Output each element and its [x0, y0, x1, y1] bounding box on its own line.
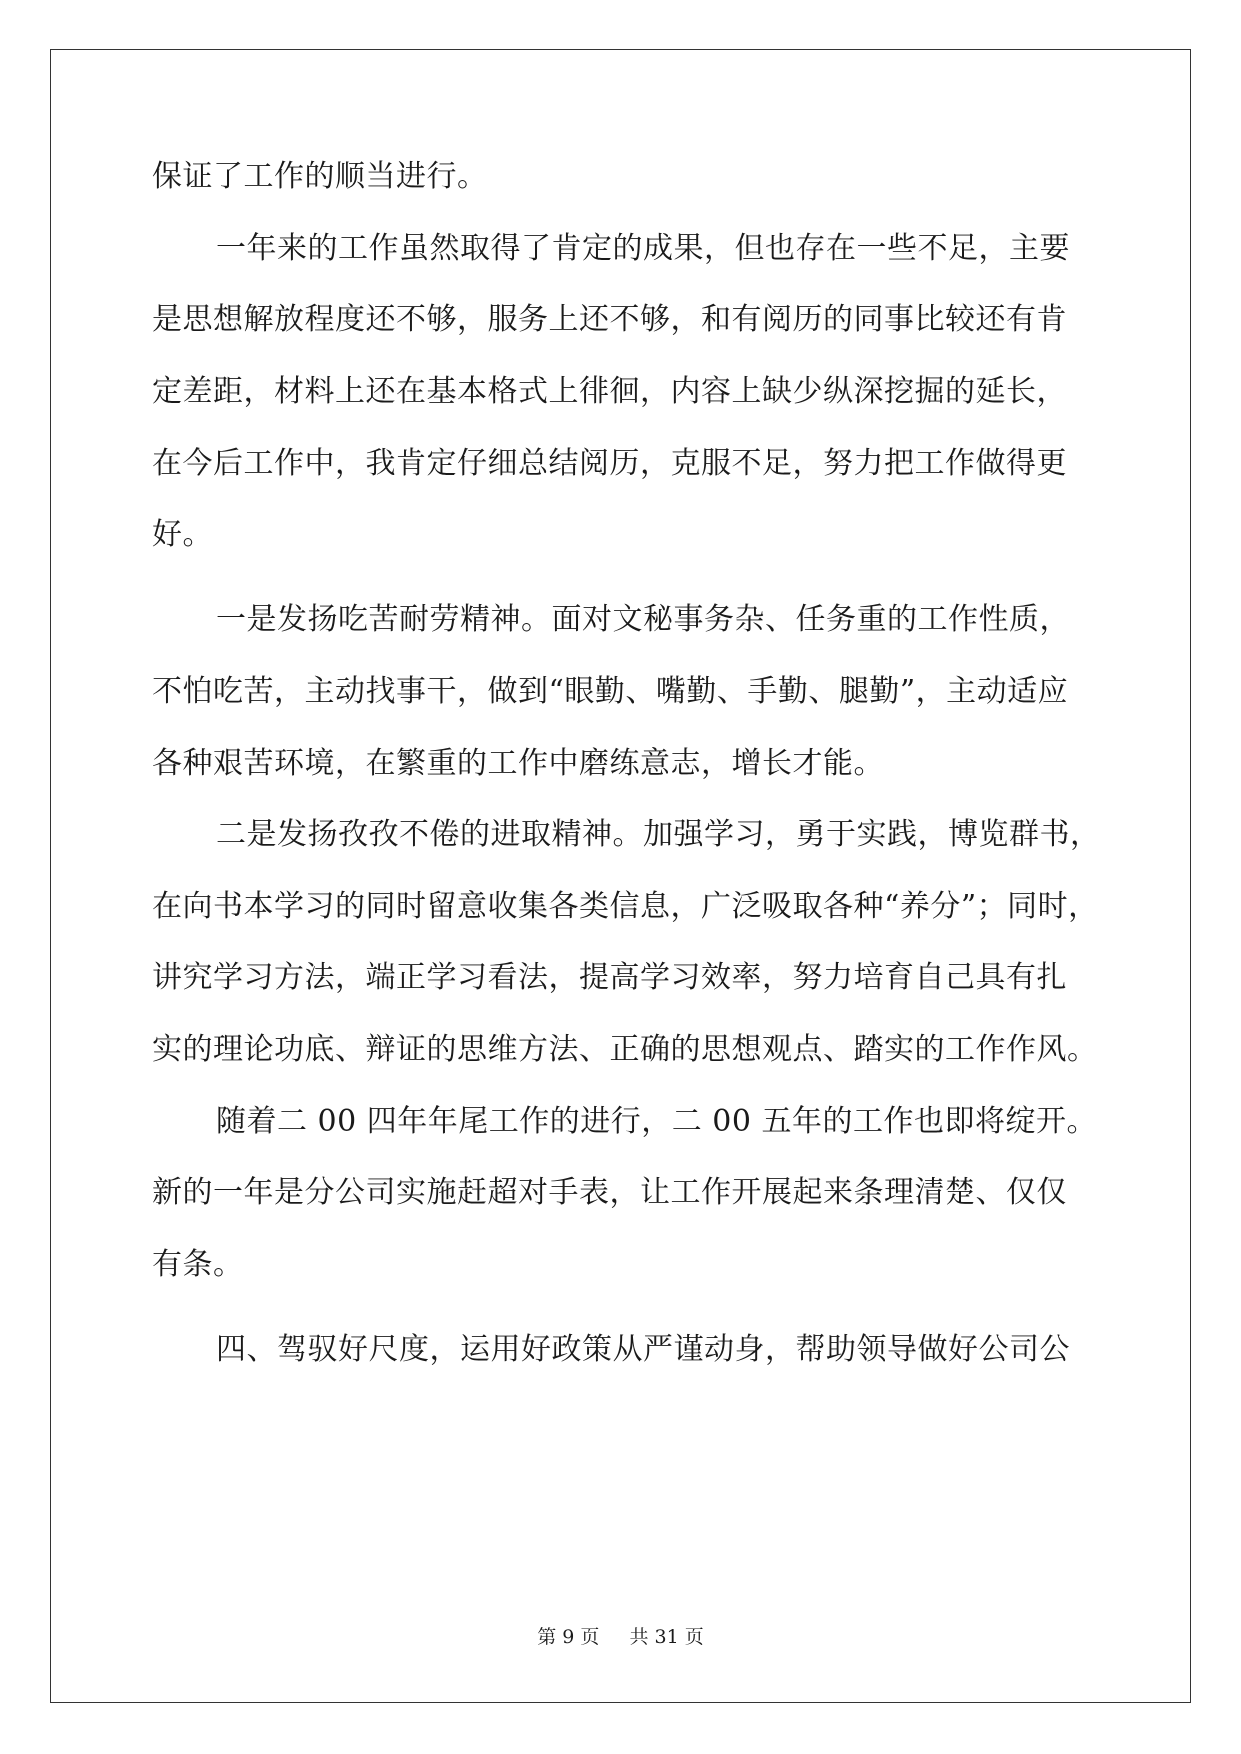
- text-line: 保证了工作的顺当进行。: [152, 159, 488, 194]
- text-line: 讲究学习方法，端正学习看法，提高学习效率，努力培育自己具有扎: [152, 960, 1067, 995]
- text-line: 好。: [152, 517, 213, 552]
- text-line: 是思想解放程度还不够，服务上还不够，和有阅历的同事比较还有肯: [152, 302, 1067, 337]
- page-number: 第 9 页: [537, 1626, 600, 1648]
- total-pages: 共 31 页: [629, 1626, 704, 1648]
- paragraph-start-line: 二是发扬孜孜不倦的进取精神。加强学习，勇于实践，博览群书，: [216, 817, 1101, 852]
- text-line: 不怕吃苦，主动找事干，做到“眼勤、嘴勤、手勤、腿勤”，主动适应: [152, 674, 1069, 709]
- paragraph-start-line: 随着二 00 四年年尾工作的进行，二 00 五年的工作也即将绽开。: [216, 1104, 1097, 1139]
- text-line: 有条。: [152, 1247, 244, 1282]
- text-line: 实的理论功底、辩证的思维方法、正确的思想观点、踏实的工作作风。: [152, 1032, 1098, 1067]
- page-border: [50, 49, 1191, 1703]
- text-line: 在今后工作中，我肯定仔细总结阅历，克服不足，努力把工作做得更: [152, 446, 1067, 481]
- paragraph-start-line: 一年来的工作虽然取得了肯定的成果，但也存在一些不足，主要: [216, 231, 1070, 266]
- text-line: 定差距，材料上还在基本格式上徘徊，内容上缺少纵深挖掘的延长，: [152, 374, 1067, 409]
- text-line: 在向书本学习的同时留意收集各类信息，广泛吸取各种“养分”；同时，: [152, 889, 1099, 924]
- paragraph-start-line: 一是发扬吃苦耐劳精神。面对文秘事务杂、任务重的工作性质，: [216, 602, 1070, 637]
- text-line: 各种艰苦环境，在繁重的工作中磨练意志，增长才能。: [152, 746, 884, 781]
- paragraph-start-line: 四、驾驭好尺度，运用好政策从严谨动身，帮助领导做好公司公: [216, 1332, 1070, 1367]
- page-footer: [0, 1625, 1241, 1649]
- text-line: 新的一年是分公司实施赶超对手表，让工作开展起来条理清楚、仅仅: [152, 1175, 1067, 1210]
